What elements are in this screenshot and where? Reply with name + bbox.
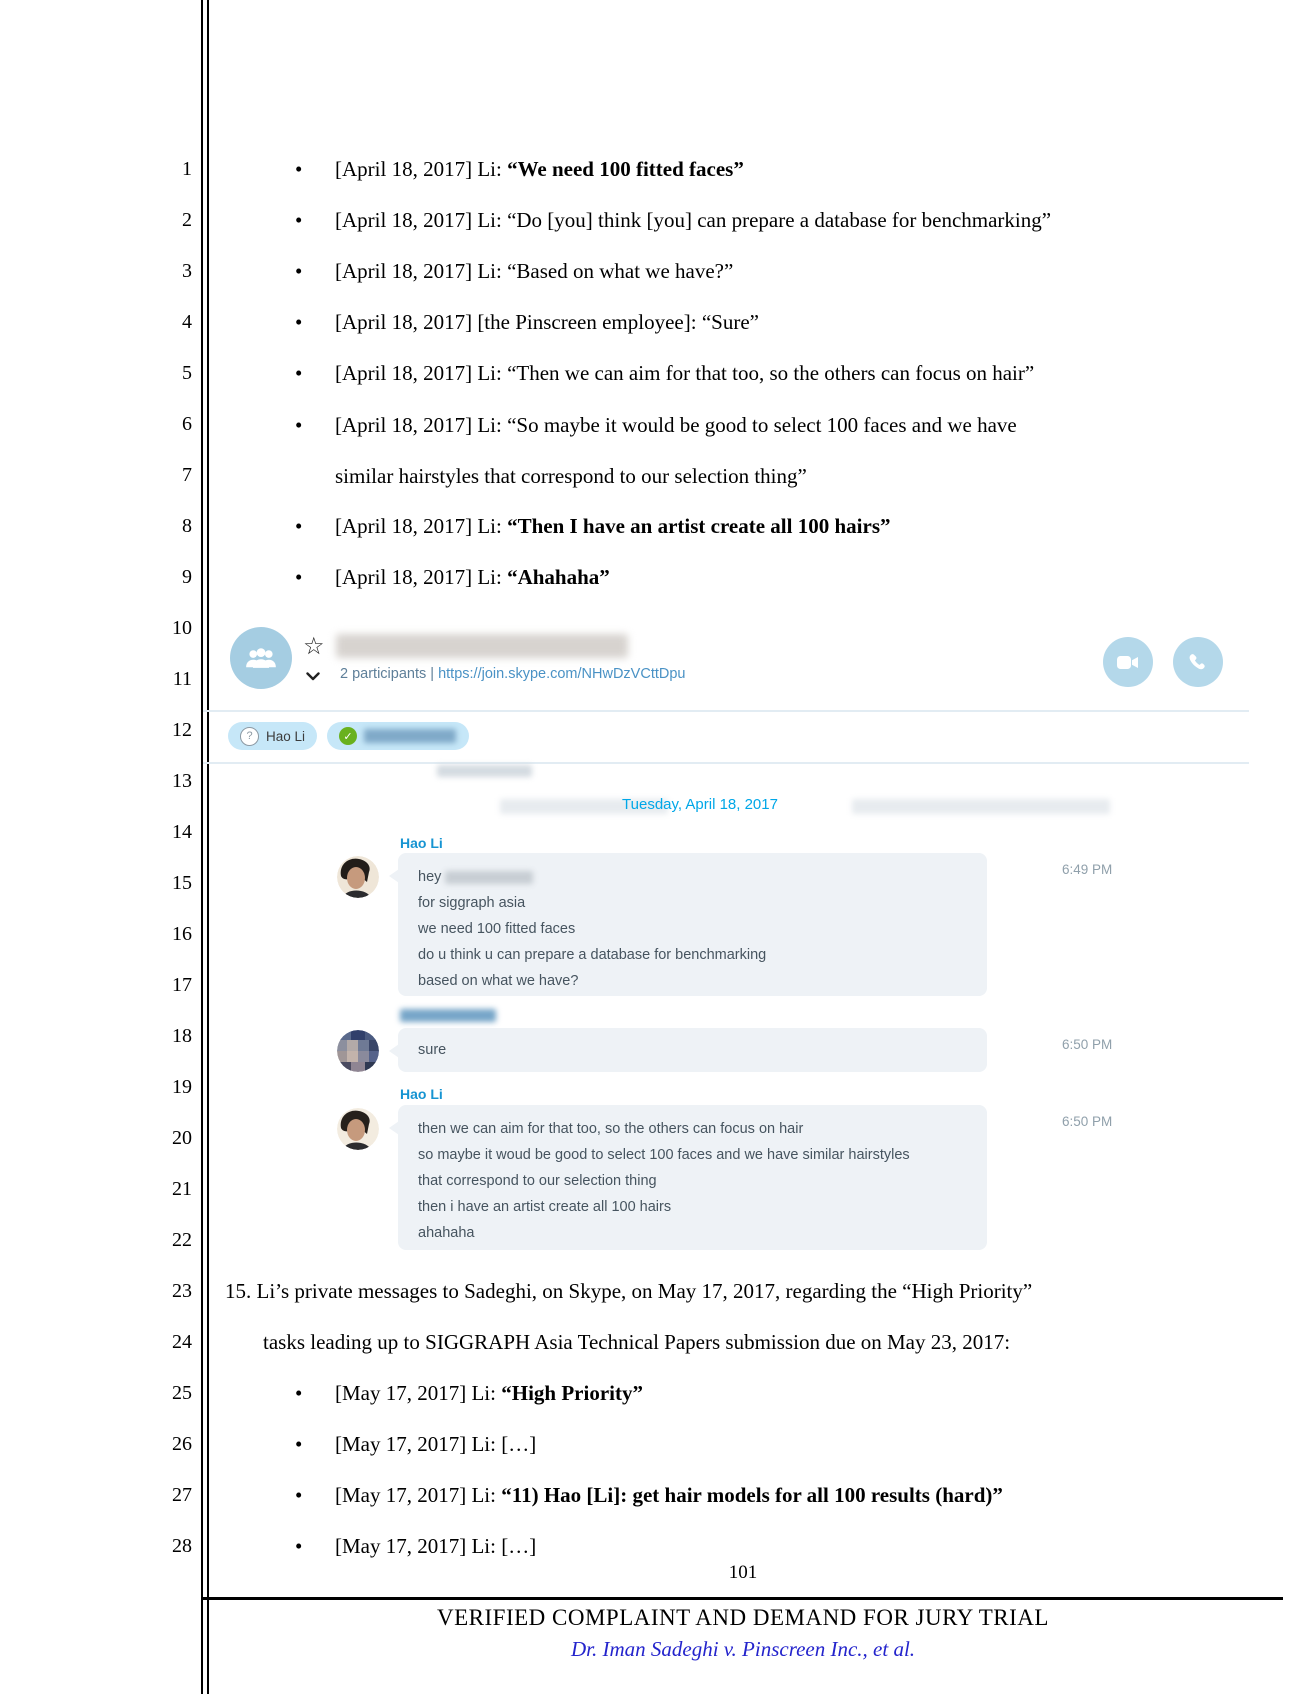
conversation-title-redacted <box>336 634 628 658</box>
line-number: 8 <box>182 515 192 537</box>
line-number: 20 <box>172 1127 192 1149</box>
line-number: 10 <box>172 617 192 639</box>
redacted-text-fragment <box>437 765 532 777</box>
chat-bubble <box>398 1028 987 1072</box>
chat-line: do u think u can prepare a database for benchmarking <box>418 947 767 963</box>
header-separator <box>203 710 1249 712</box>
bullet-item: • [April 18, 2017] Li: “Based on what we have?” <box>335 258 733 285</box>
line-number: 22 <box>172 1229 192 1251</box>
pleading-rule-left <box>201 0 203 1694</box>
footer-case-name: Dr. Iman Sadeghi v. Pinscreen Inc., et al. <box>570 1637 916 1661</box>
people-group-icon <box>244 641 278 675</box>
phone-icon <box>1187 651 1209 673</box>
line-number: 6 <box>182 413 192 435</box>
line-number: 9 <box>182 566 192 588</box>
green-check-icon: ✓ <box>339 727 357 745</box>
bullet-item: • [May 17, 2017] Li: “11) Hao [Li]: get hair models for all 100 results (hard)” <box>335 1482 1003 1509</box>
redacted-name <box>445 871 533 884</box>
favorite-star-icon[interactable]: ☆ <box>303 632 325 660</box>
line-number: 23 <box>172 1280 192 1302</box>
chat-date-header: Tuesday, April 18, 2017 <box>622 796 778 813</box>
bullet-item: • [April 18, 2017] Li: “So maybe it would be good to select 100 faces and we have similar hairstyles that correspond to our selection thing” <box>335 400 1205 502</box>
line-number: 21 <box>172 1178 192 1200</box>
bullet-item: • [May 17, 2017] Li: […] <box>335 1431 536 1458</box>
paragraph-15-line1: 15. Li’s private messages to Sadeghi, on Skype, on May 17, 2017, regarding the “High Priority” <box>225 1279 1033 1303</box>
line-number: 4 <box>182 311 192 333</box>
chat-line: ahahaha <box>418 1225 475 1241</box>
line-number: 17 <box>172 974 192 996</box>
line-number: 16 <box>172 923 192 945</box>
bullet-item: • [April 18, 2017] Li: “Then we can aim for that too, so the others can focus on hair” <box>335 360 1034 387</box>
chat-line: based on what we have? <box>418 973 579 989</box>
line-number: 26 <box>172 1433 192 1455</box>
question-mark-icon: ? <box>240 727 259 746</box>
line-number: 27 <box>172 1484 192 1506</box>
participants-count: 2 participants <box>340 666 427 682</box>
participant-pill-label: Hao Li <box>266 728 306 744</box>
line-number: 2 <box>182 209 192 231</box>
line-number: 13 <box>172 770 192 792</box>
chat-line: then i have an artist create all 100 hairs <box>418 1199 672 1215</box>
chat-line: sure <box>418 1042 447 1058</box>
bullet-item: • [April 18, 2017] Li: “Do [you] think [you] can prepare a database for benchmarking” <box>335 207 1051 234</box>
pills-separator <box>203 762 1249 764</box>
video-call-button[interactable] <box>1103 637 1153 687</box>
chat-line: hey <box>418 864 987 890</box>
sender-avatar <box>337 856 379 898</box>
sender-name-redacted <box>400 1009 496 1022</box>
line-number: 12 <box>172 719 192 741</box>
line-number: 11 <box>172 668 192 690</box>
line-number: 14 <box>172 821 192 843</box>
participants-line <box>340 666 685 682</box>
pleading-rule-right <box>207 0 209 1694</box>
paragraph-15-line2: tasks leading up to SIGGRAPH Asia Technical Papers submission due on May 23, 2017: <box>263 1330 1011 1354</box>
voice-call-button[interactable] <box>1173 637 1223 687</box>
message-timestamp: 6:50 PM <box>1062 1037 1113 1052</box>
footer-rule <box>203 1597 1283 1600</box>
sender-avatar-pixelated <box>337 1030 379 1072</box>
chat-line: then we can aim for that too, so the others can focus on hair <box>418 1121 804 1137</box>
footer-title: VERIFIED COMPLAINT AND DEMAND FOR JURY TRIAL <box>437 1605 1049 1630</box>
bullet-item: • [April 18, 2017] Li: “Then I have an artist create all 100 hairs” <box>335 513 891 540</box>
page-number: 101 <box>728 1562 758 1583</box>
bullet-item: • [April 18, 2017] Li: “Ahahaha” <box>335 564 610 591</box>
bullet-item: • [May 17, 2017] Li: “High Priority” <box>335 1380 643 1407</box>
chat-bubble <box>398 1105 987 1250</box>
line-number: 7 <box>182 464 192 486</box>
chevron-down-icon[interactable] <box>306 668 320 686</box>
participant-pill-redacted[interactable] <box>327 722 469 750</box>
sender-name[interactable]: Hao Li <box>400 835 443 851</box>
join-link[interactable]: https://join.skype.com/NHwDzVCttDpu <box>438 666 686 682</box>
chat-bubble <box>398 853 987 996</box>
line-number: 1 <box>182 158 192 180</box>
message-timestamp: 6:50 PM <box>1062 1114 1113 1129</box>
chat-line: for siggraph asia <box>418 895 526 911</box>
chat-line: so maybe it woud be good to select 100 faces and we have similar hairstyles <box>418 1147 910 1163</box>
participant-name-redacted <box>364 729 456 743</box>
line-number: 28 <box>172 1535 192 1557</box>
line-number: 24 <box>172 1331 192 1353</box>
participant-pill-hao-li[interactable] <box>228 722 317 750</box>
line-number: 3 <box>182 260 192 282</box>
message-timestamp: 6:49 PM <box>1062 862 1113 877</box>
line-number: 5 <box>182 362 192 384</box>
bullet-item: • [May 17, 2017] Li: […] <box>335 1533 536 1560</box>
bullet-item: • [April 18, 2017] [the Pinscreen employee]: “Sure” <box>335 309 759 336</box>
line-number: 25 <box>172 1382 192 1404</box>
line-number: 15 <box>172 872 192 894</box>
group-avatar <box>230 627 292 689</box>
bullet-item: • [April 18, 2017] Li: “We need 100 fitted faces” <box>335 156 744 183</box>
participants-separator: | <box>430 666 435 682</box>
line-number: 19 <box>172 1076 192 1098</box>
chat-line: that correspond to our selection thing <box>418 1173 657 1189</box>
sender-name[interactable]: Hao Li <box>400 1086 443 1102</box>
line-number: 18 <box>172 1025 192 1047</box>
chat-line: we need 100 fitted faces <box>418 921 576 937</box>
sender-avatar <box>337 1108 379 1150</box>
video-camera-icon <box>1117 655 1139 670</box>
